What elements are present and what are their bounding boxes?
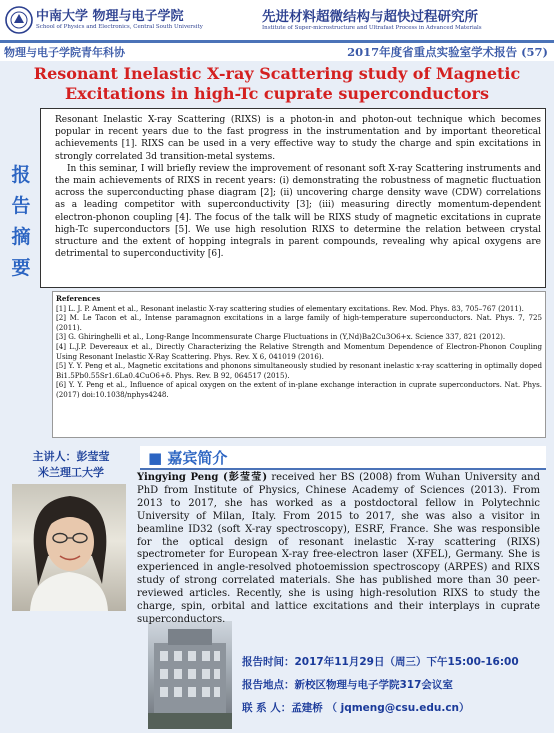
speaker-name: 主讲人：彭莹莹 bbox=[32, 450, 110, 463]
series-label: 2017年度省重点实验室学术报告 (57) bbox=[347, 45, 548, 59]
talk-place-value: 新校区物理与电子学院317会议室 bbox=[294, 679, 453, 691]
talk-title bbox=[20, 64, 534, 104]
references-box bbox=[52, 291, 546, 438]
institute-name-cn: 先进材料超微结构与超快过程研究所 bbox=[262, 9, 478, 25]
contact-row bbox=[242, 700, 470, 715]
abstract-label-char: 告 bbox=[11, 195, 31, 217]
page-header bbox=[0, 0, 554, 43]
reference-item: [5] Y. Y. Peng et al., Magnetic excitations and phonons simultaneously studied by resonant inelastic x-ray scattering in optimally doped Bi1.5Pb0.55Sr1.6La0.4CuO6+δ. Phys. Rev. B 92, 064517 (2015). bbox=[56, 361, 542, 380]
speaker-photo bbox=[12, 484, 126, 611]
talk-time-row bbox=[242, 654, 519, 669]
abstract-box bbox=[40, 108, 546, 288]
abstract-paragraph: In this seminar, I will briefly review the improvement of resonant soft X-ray Scattering instruments and the main achievements of RIXS in recent years: (i) demonstrating the robustness of magnetic fluctuation across the superconducting phase diagram [2]; (ii) uncovering charge density wave (CDW) correlations as a leading competitor with superconductivity [3]; (iii) measuring directly momentum-dependent electron-phonon coupling [4]. The focus of the talk will be RIXS study of magnetic excitations in cuprate high-Tc superconductors [5]. We use high resolution RIXS to determine the relation between crystal structure and the extent of hopping integrals in parent compounds, revealing why apical oxygens are detrimental to superconductivity [6]. bbox=[55, 163, 541, 260]
abstract-label-char: 摘 bbox=[11, 226, 31, 248]
talk-time-value: 2017年11月29日（周三）下午15:00-16:00 bbox=[294, 656, 519, 668]
speaker-bio bbox=[137, 472, 540, 627]
abstract-label-char: 要 bbox=[11, 257, 31, 279]
school-name-cn: 中南大学 物理与电子学院 bbox=[36, 9, 184, 24]
building-image-icon bbox=[148, 621, 232, 729]
university-logo-icon bbox=[5, 6, 33, 34]
talk-time-label: 报告时间： bbox=[242, 656, 295, 668]
contact-value: 孟建桥 （ jqmeng@csu.edu.cn） bbox=[291, 702, 470, 714]
abstract-text bbox=[55, 114, 541, 260]
school-name-en: School of Physics and Electronics, Central South University bbox=[36, 24, 203, 30]
talk-place-row bbox=[242, 677, 453, 692]
abstract-label-char: 报 bbox=[11, 164, 31, 186]
campus-building-photo bbox=[148, 621, 232, 729]
references-title: References bbox=[56, 294, 101, 303]
bio-heading-bar bbox=[140, 446, 546, 470]
abstract-vertical-label bbox=[8, 160, 34, 284]
talk-place-label: 报告地点： bbox=[242, 679, 295, 691]
reference-item: [6] Y. Y. Peng et al., Influence of apical oxygen on the extent of in-plane exchange interaction in cuprate superconductors. Nat. Phys. (2017) doi:10.1038/nphys4248. bbox=[56, 380, 542, 399]
bio-text: received her BS (2008) from Wuhan University and PhD from Institute of Physics, Chinese Academy of Sciences (2013). From 2013 to 2017, she has worked as a postdoctoral fellow in Polytechnic University of Milan, Italy. From 2015 to 2017, she was also a visitor in beamline ID32 (soft X-ray spectroscopy), ESRF, France. She was responsible for the optical design of resonant inelastic X-ray scattering (RIXS) spectrometer for European X-ray free-electron laser (XFEL), Germany. She is experienced in angle-resolved photoemission spectroscopy (ARPES) and RIXS study of strong correlated materials. She has published more than 30 peer-reviewed articles. Recently, she is using high-resolution RIXS to study the charge, spin, orbital and lattice excitations and their interplays in cuprate superconductors. bbox=[137, 472, 540, 625]
talk-title-line1: Resonant Inelastic X-ray Scattering study of Magnetic bbox=[33, 64, 521, 83]
speaker-portrait-icon bbox=[12, 484, 126, 611]
reference-item: [1] L. J. P. Ament et al., Resonant inelastic X-ray scattering studies of elementary excitations. Rev. Mod. Phys. 83, 705–767 (2011). bbox=[56, 303, 524, 313]
references-list bbox=[56, 294, 542, 400]
speaker-label bbox=[16, 449, 126, 481]
bio-heading: ■ 嘉宾简介 bbox=[148, 449, 228, 467]
reference-item: [4] L.J.P. Devereaux et al., Directly Characterizing the Relative Strength and Momentum Dependence of Electron-Phonon Coupling Using Resonant Inelastic X-Ray Scattering. Phys. Rev. X 6, 041019 (2016). bbox=[56, 341, 542, 361]
contact-label: 联 系 人： bbox=[242, 702, 292, 714]
abstract-paragraph: Resonant Inelastic X-ray Scattering (RIXS) is a photon-in and photon-out technique which becomes popular in recent years due to the fast progress in the instrumentation and by important theoretical achievements [1]. RIXS can be used in a very effective way to study the charge and spin excitations in strongly correlated 3d transition-metal systems. bbox=[55, 115, 541, 162]
speaker-affiliation: 米兰理工大学 bbox=[38, 466, 104, 479]
institute-name-en: Institute of Super-microstructure and Ultrafast Process in Advanced Materials bbox=[262, 25, 482, 31]
reference-item: [2] M. Le Tacon et al., Intense paramagnon excitations in a large family of high-temperature superconductors. Nat. Phys. 7, 725 (2011). bbox=[56, 313, 542, 332]
talk-title-line2: Excitations in high-Tc cuprate superconductors bbox=[65, 84, 489, 103]
organizer-label: 物理与电子学院青年科协 bbox=[4, 46, 125, 59]
reference-item: [3] G. Ghiringhelli et al., Long-Range Incommensurate Charge Fluctuations in (Y,Nd)Ba2Cu3O6+x. Science 337, 821 (2012). bbox=[56, 332, 506, 342]
subheader-bar bbox=[0, 43, 554, 61]
bio-speaker-name: Yingying Peng (彭莹莹) bbox=[137, 472, 268, 483]
